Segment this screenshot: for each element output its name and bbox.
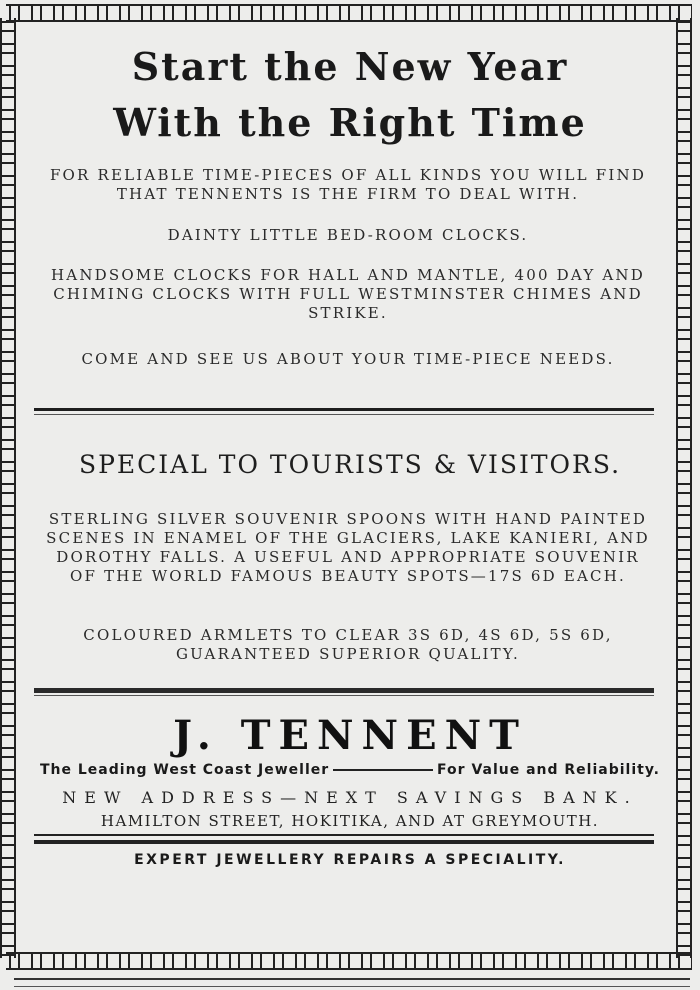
street-address: HAMILTON STREET, HOKITIKA, AND AT GREYMOUTH. bbox=[100, 812, 600, 830]
leading-jeweller-text: The Leading West Coast Jeweller bbox=[40, 762, 330, 778]
headline-line2: With the Right Time bbox=[113, 100, 587, 145]
divider bbox=[34, 834, 654, 836]
special-heading: SPECIAL TO TOURISTS & VISITORS. bbox=[78, 450, 622, 479]
come-and-see-line: COME AND SEE US ABOUT YOUR TIME-PIECE NEEDS. bbox=[81, 350, 615, 368]
ornamental-border-top bbox=[6, 4, 692, 22]
divider bbox=[34, 414, 654, 415]
business-name: J. TENNENT bbox=[173, 712, 527, 759]
dainty-clocks-line: DAINTY LITTLE BED-ROOM CLOCKS. bbox=[167, 226, 529, 244]
bottom-rule bbox=[14, 978, 690, 987]
souvenir-spoons-paragraph: STERLING SILVER SOUVENIR SPOONS WITH HAND PAINTED SCENES IN ENAMEL OF THE GLACIERS, LAKE KANIERI, AND DOROTHY FALLS. A USEFUL AND APPROPRIATE SOUVENIR OF THE WORLD FAMOUS BEAUTY SPOTS—17S 6D EACH. bbox=[46, 510, 650, 585]
handsome-clocks-paragraph: HANDSOME CLOCKS FOR HALL AND MANTLE, 400 DAY AND CHIMING CLOCKS WITH FULL WESTMINSTER CHIMES AND STRIKE. bbox=[51, 266, 645, 322]
dash-rule bbox=[333, 769, 433, 771]
ornamental-border-bottom bbox=[6, 952, 692, 970]
divider bbox=[34, 688, 654, 693]
divider bbox=[34, 408, 654, 411]
new-address: NEW ADDRESS—NEXT SAVINGS BANK. bbox=[62, 788, 638, 807]
repairs-speciality: EXPERT JEWELLERY REPAIRS A SPECIALITY. bbox=[134, 852, 566, 868]
reliable-paragraph: FOR RELIABLE TIME-PIECES OF ALL KINDS YOU WILL FIND THAT TENNENTS IS THE FIRM TO DEAL WITH. bbox=[49, 166, 647, 203]
value-reliability-text: For Value and Reliability. bbox=[437, 762, 660, 778]
tagline-row bbox=[40, 762, 660, 778]
ornamental-border-left bbox=[0, 18, 16, 958]
headline-line1: Start the New Year bbox=[131, 44, 569, 89]
ornamental-border-right bbox=[676, 18, 692, 958]
armlets-paragraph: COLOURED ARMLETS TO CLEAR 3S 6D, 4S 6D, 5S 6D, GUARANTEED SUPERIOR QUALITY. bbox=[83, 626, 613, 663]
divider bbox=[34, 840, 654, 844]
divider bbox=[34, 695, 654, 696]
